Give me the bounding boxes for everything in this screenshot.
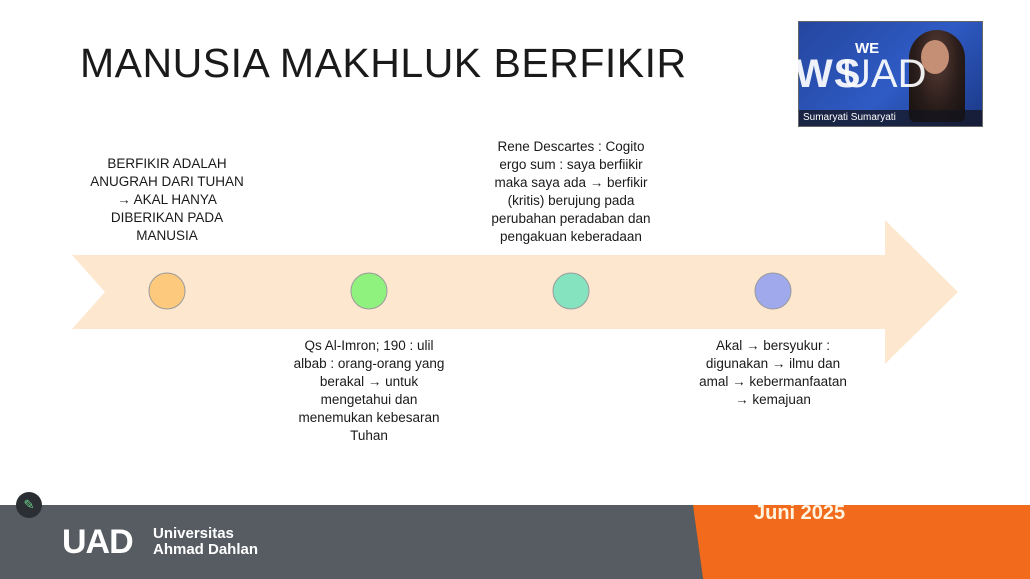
footer-accent bbox=[693, 505, 1030, 579]
timeline-text-3 bbox=[471, 138, 671, 246]
timeline-text-line: mengetahui dan bbox=[320, 392, 418, 407]
overlay-text-bold: WS bbox=[795, 52, 862, 96]
timeline-text-line: BERFIKIR ADALAH bbox=[107, 156, 227, 171]
timeline-text-line: → kemajuan bbox=[735, 392, 811, 407]
university-name bbox=[153, 526, 258, 558]
timeline-text-line: Qs Al-Imron; 190 : ulil bbox=[304, 338, 434, 353]
timeline-dot-2 bbox=[351, 273, 387, 309]
timeline-dot-4 bbox=[755, 273, 791, 309]
uad-logo: UAD bbox=[62, 523, 133, 561]
timeline-text-line: ANUGRAH DARI TUHAN bbox=[90, 174, 244, 189]
timeline-text-1 bbox=[67, 155, 267, 245]
university-name-line1: Universitas bbox=[153, 525, 234, 542]
timeline-text-line: Rene Descartes : Cogito bbox=[497, 139, 645, 154]
timeline-text-line: MANUSIA bbox=[136, 228, 198, 243]
footer-date: Juni 2025 bbox=[754, 502, 846, 524]
university-name-line2: Ahmad Dahlan bbox=[153, 541, 259, 558]
timeline-text-line: (kritis) berujung pada bbox=[507, 193, 635, 208]
annotate-pen-button[interactable] bbox=[16, 492, 42, 518]
timeline-text-line: albab : orang-orang yang bbox=[293, 356, 445, 371]
timeline-text-line: digunakan → ilmu dan bbox=[705, 356, 841, 371]
timeline-dot-1 bbox=[149, 273, 185, 309]
timeline-text-line: → AKAL HANYA bbox=[117, 192, 217, 207]
timeline-text-line: menemukan kebesaran bbox=[298, 410, 440, 425]
timeline-text-line: Tuhan bbox=[350, 428, 388, 443]
timeline-text-line: DIBERIKAN PADA bbox=[110, 210, 224, 225]
timeline-text-line: pengakuan keberadaan bbox=[500, 229, 642, 244]
overlay-text: UAD bbox=[842, 52, 927, 96]
timeline-text-line: amal → kebermanfaatan bbox=[699, 374, 847, 389]
timeline-text-line: ergo sum : saya berfiikir bbox=[499, 157, 643, 172]
timeline-text-line: perubahan peradaban dan bbox=[491, 211, 651, 226]
video-banner-text: WE bbox=[855, 40, 880, 57]
timeline-text-line: Akal → bersyukur : bbox=[715, 338, 831, 353]
pencil-icon: ✎ bbox=[23, 497, 35, 512]
timeline-text-2 bbox=[269, 337, 469, 445]
timeline-text-4 bbox=[673, 337, 873, 409]
participant-name-label: Sumaryati Sumaryati bbox=[799, 110, 982, 126]
timeline-dot-3 bbox=[553, 273, 589, 309]
timeline-text-line: berakal → untuk bbox=[319, 374, 419, 389]
timeline-text-line: maka saya ada → berfikir bbox=[494, 175, 648, 190]
slide-title: MANUSIA MAKHLUK BERFIKIR bbox=[80, 40, 687, 86]
